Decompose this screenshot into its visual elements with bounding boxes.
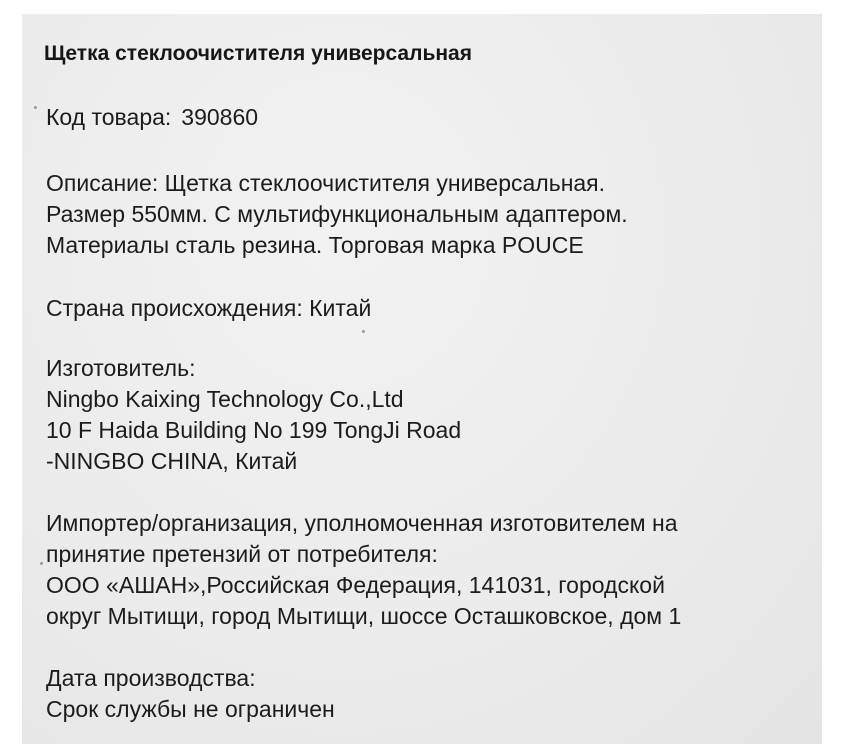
- importer-line: округ Мытищи, город Мытищи, шоссе Осташковское, дом 1: [46, 603, 682, 629]
- paper-speck: [34, 106, 37, 109]
- manufacturer-section: [46, 353, 461, 477]
- production-date: Дата производства:: [46, 665, 256, 691]
- importer-section: [46, 508, 681, 632]
- importer-line: принятие претензий от потребителя:: [46, 541, 438, 567]
- description-line: Размер 550мм. С мультифункциональным адаптером.: [46, 201, 628, 227]
- manufacturer-city: -NINGBO CHINA, Китай: [46, 448, 298, 474]
- description-line: Материалы сталь резина. Торговая марка POUCE: [46, 232, 584, 258]
- country-of-origin: [46, 293, 371, 324]
- paper-speck: [362, 330, 365, 333]
- importer-line: Импортер/организация, уполномоченная изготовителем на: [46, 510, 678, 536]
- service-life: Срок службы не ограничен: [46, 696, 335, 722]
- manufacturer-heading: Изготовитель:: [46, 355, 196, 381]
- origin-text: Страна происхождения: Китай: [46, 295, 372, 321]
- manufacturer-address: 10 F Haida Building No 199 TongJi Road: [46, 417, 462, 443]
- production-section: [46, 663, 335, 725]
- manufacturer-name: Ningbo Kaixing Technology Co.,Ltd: [46, 386, 404, 412]
- description-line: Описание: Щетка стеклоочистителя универсальная.: [46, 170, 606, 196]
- product-code-label: Код товара:: [46, 104, 172, 130]
- product-label: [22, 14, 822, 744]
- product-code: [46, 102, 258, 133]
- description-section: [46, 168, 628, 261]
- product-title: Щетка стеклоочистителя универсальная: [44, 42, 472, 65]
- paper-speck: [40, 562, 43, 565]
- importer-line: ООО «АШАН»,Российская Федерация, 141031, городской: [46, 572, 665, 598]
- product-code-value: 390860: [181, 104, 259, 130]
